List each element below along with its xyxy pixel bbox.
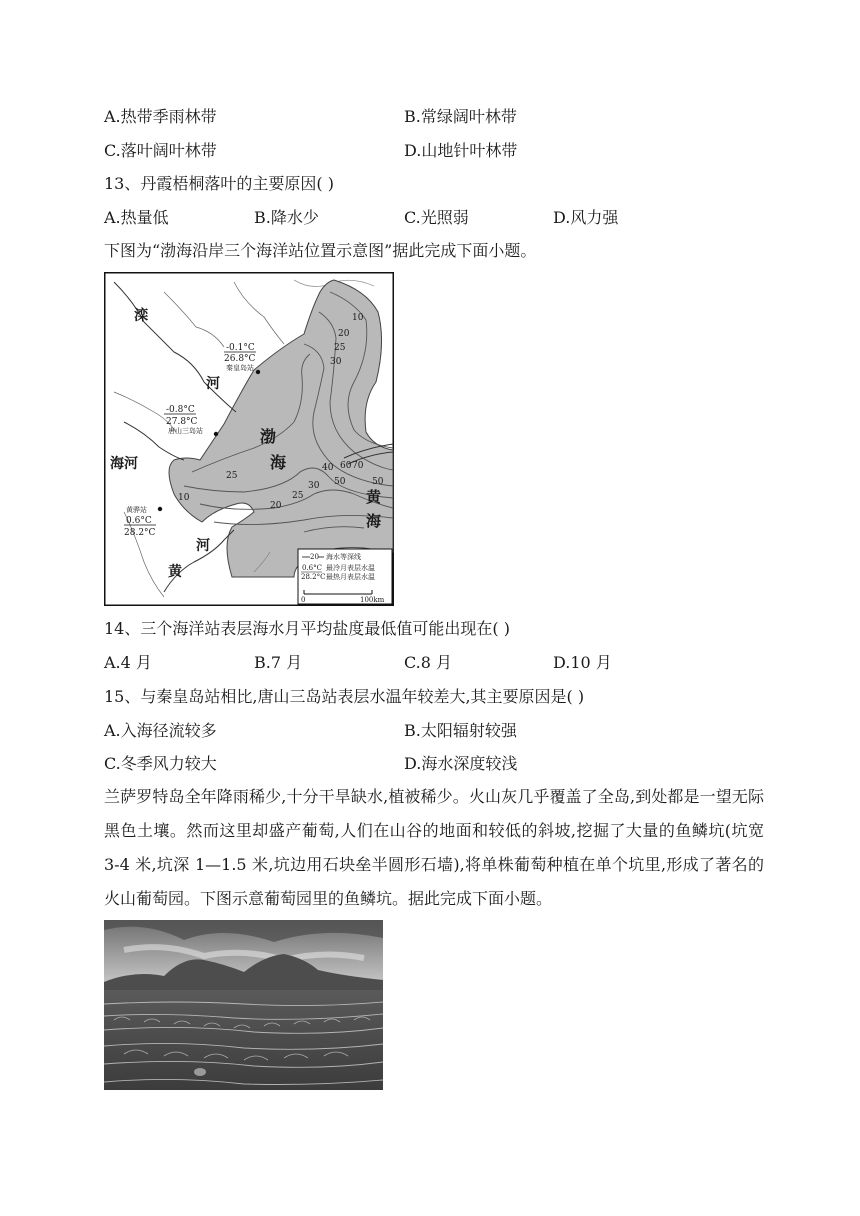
legend-temp-warm: 28.2°C: [301, 573, 326, 581]
legend-contour-value: 20: [310, 553, 319, 561]
q13-option-d: D.风力强: [553, 208, 619, 227]
q13-option-c: C.光照弱: [404, 208, 469, 227]
isobath-label: 10: [178, 493, 190, 503]
legend-contour-desc: 海水等深线: [326, 553, 361, 561]
q14-option-c: C.8 月: [404, 653, 453, 672]
legend-temp-cold: 0.6°C: [302, 564, 322, 572]
huanghua-station-name: 黄骅站: [126, 506, 147, 514]
huanghua-station-marker: [158, 507, 162, 511]
label-huanghai-1: 黄: [366, 488, 382, 506]
tangshan-cold-temp: -0.8°C: [166, 405, 195, 415]
isobath-label: 25: [226, 471, 238, 481]
isobath-label: 25: [334, 343, 346, 353]
q12-option-a: A.热带季雨林带: [104, 107, 217, 126]
map-legend: [298, 549, 392, 604]
q15-option-c: C.冬季风力较大: [104, 754, 217, 773]
isobath-label: 60: [340, 461, 352, 471]
qinhuangdao-station-marker: [256, 370, 260, 374]
legend-cold-desc: 最冷月表层水温: [326, 564, 375, 572]
label-he-huang: 河: [196, 538, 210, 554]
q13-option-a: A.热量低: [104, 208, 169, 227]
tangshan-station-name: 唐山三岛站: [168, 427, 203, 435]
q12-option-d: D.山地针叶林带: [404, 141, 518, 160]
bohai-map-figure: [104, 272, 394, 606]
scale-end: 100km: [360, 596, 385, 604]
q15-option-b: B.太阳辐射较强: [404, 721, 517, 740]
qinhuangdao-warm-temp: 26.8°C: [224, 354, 256, 364]
qinhuangdao-station-name: 秦皇岛站: [226, 364, 254, 372]
q12-option-b: B.常绿阔叶林带: [404, 107, 517, 126]
huanghua-warm-temp: 28.2°C: [124, 528, 156, 538]
q13-stem: 13、丹霞梧桐落叶的主要原因( ): [104, 174, 334, 193]
q13-option-b: B.降水少: [254, 208, 319, 227]
qinhuangdao-cold-temp: -0.1°C: [226, 343, 255, 353]
label-huanghai-2: 海: [366, 512, 382, 530]
label-bohai-1: 渤: [260, 427, 277, 446]
q12-option-c: C.落叶阔叶林带: [104, 141, 217, 160]
q15-option-d: D.海水深度较浅: [404, 754, 518, 773]
legend-warm-desc: 最热月表层水温: [326, 573, 375, 581]
tangshan-station-marker: [214, 432, 218, 436]
isobath-label: 30: [308, 481, 320, 491]
tangshan-warm-temp: 27.8°C: [166, 417, 198, 427]
q14-option-d: D.10 月: [553, 653, 612, 672]
isobath-label: 20: [338, 329, 350, 339]
q14-option-a: A.4 月: [104, 653, 152, 672]
isobath-label: 40: [322, 463, 334, 473]
q15-stem: 15、与秦皇岛站相比,唐山三岛站表层水温年较差大,其主要原因是( ): [104, 687, 585, 706]
scale-start: 0: [301, 596, 306, 604]
label-bohai-2: 海: [270, 453, 287, 472]
isobath-label: 70: [352, 461, 364, 471]
vineyard-photo: [104, 920, 383, 1090]
q14-option-b: B.7 月: [254, 653, 303, 672]
label-he-luan: 河: [206, 376, 220, 392]
label-huang: 黄: [168, 564, 182, 580]
isobath-label: 30: [330, 357, 342, 367]
label-luan: 滦: [134, 308, 148, 324]
map-intro: 下图为“渤海沿岸三个海洋站位置示意图”据此完成下面小题。: [104, 241, 537, 260]
isobath-label: 25: [292, 491, 304, 501]
passage-lanzarote: 兰萨罗特岛全年降雨稀少,十分干旱缺水,植被稀少。火山灰几乎覆盖了全岛,到处都是一望无际黑色土壤。然而这里却盛产葡萄,人们在山谷的地面和较低的斜坡,挖掘了大量的鱼鳞坑(坑宽 3-4 米,坑深 1—1.5 米,坑边用石块垒半圆形石墙),将单株葡萄种植在单个坑里,形成了著名的火山葡萄园。下图示意葡萄园里的鱼鳞坑。据此完成下面小题。: [104, 787, 764, 908]
isobath-label: 20: [270, 501, 282, 511]
isobath-label: 10: [352, 313, 364, 323]
isobath-label: 50: [372, 477, 384, 487]
label-haihe: 海河: [110, 456, 138, 472]
huanghua-cold-temp: 0.6°C: [126, 516, 152, 526]
isobath-label: 50: [334, 477, 346, 487]
q14-stem: 14、三个海洋站表层海水月平均盐度最低值可能出现在( ): [104, 619, 510, 638]
q15-option-a: A.入海径流较多: [104, 721, 217, 740]
